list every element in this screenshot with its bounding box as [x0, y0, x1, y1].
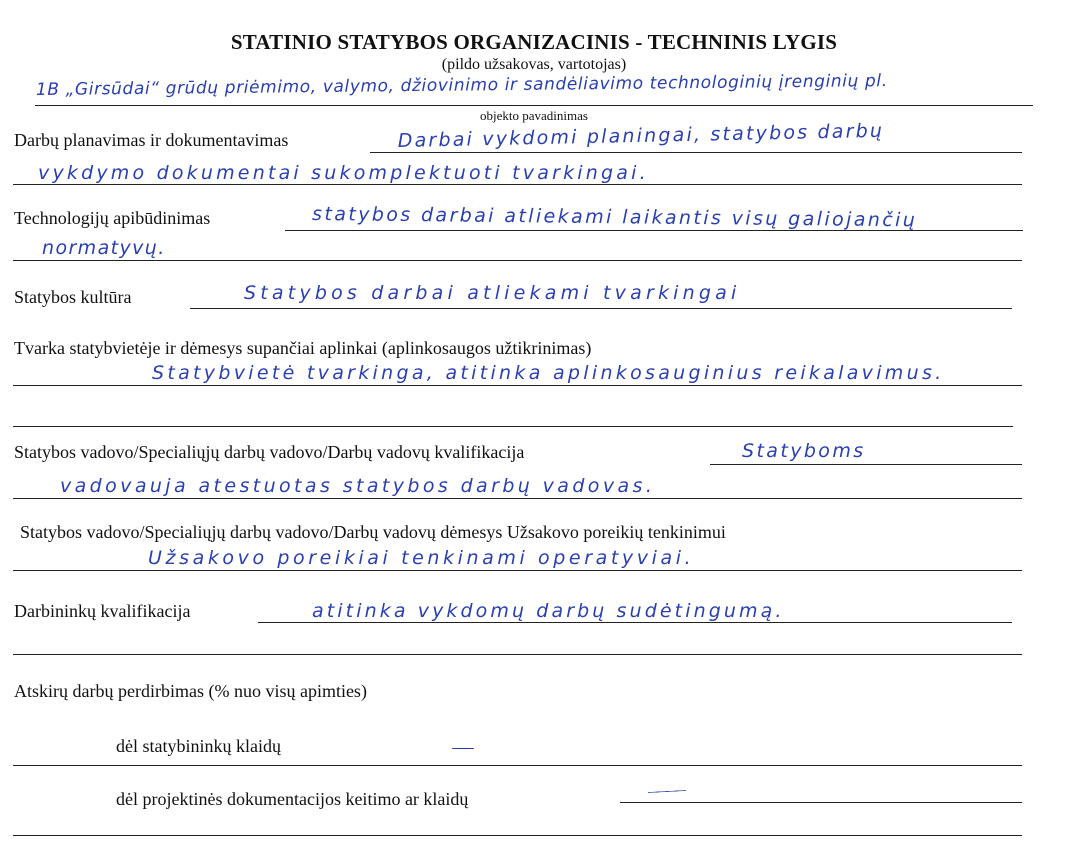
technology-label: Technologijų apibūdinimas: [14, 208, 211, 228]
manager-qualification-line-1: [710, 464, 1022, 465]
order-line-1: [13, 385, 1022, 386]
planning-value-2: vykdymo dokumentai sukomplektuoti tvarkingai.: [38, 162, 649, 184]
rework-docs-line-1: [620, 802, 1022, 803]
rework-label: Atskirų darbų perdirbimas (% nuo visų apimties): [14, 681, 367, 701]
manager-qualification-label: Statybos vadovo/Specialiųjų darbų vadovo/Darbų vadovų kvalifikacija: [14, 442, 525, 462]
manager-attention-value-1: Užsakovo poreikiai tenkinami operatyviai.: [148, 547, 695, 569]
object-name-caption: objekto pavadinimas: [480, 108, 588, 123]
technology-line-2: [13, 260, 1022, 261]
rework-docs-line-2: [13, 835, 1022, 836]
workers-line-2: [13, 654, 1022, 655]
form-title: STATINIO STATYBOS ORGANIZACINIS - TECHNINIS LYGIS: [230, 30, 838, 54]
culture-value-1: Statybos darbai atliekami tvarkingai: [244, 282, 741, 304]
manager-qualification-value-2: vadovauja atestuotas statybos darbų vadovas.: [60, 475, 656, 497]
culture-label: Statybos kultūra: [14, 287, 132, 307]
planning-line-1: [370, 152, 1022, 153]
order-line-2: [13, 426, 1013, 427]
manager-qualification-value-1: Statyboms: [742, 440, 866, 462]
planning-line-2: [13, 184, 1022, 185]
technology-value-2: normatyvų.: [42, 237, 166, 259]
rework-builders-dash: [452, 748, 474, 749]
rework-docs-label: dėl projektinės dokumentacijos keitimo ar klaidų: [116, 789, 469, 809]
culture-line-1: [190, 308, 1012, 309]
technology-value-1: statybos darbai atliekami laikantis visų galiojančių: [312, 203, 918, 232]
rework-builders-line: [13, 765, 1022, 766]
planning-value-1: Darbai vykdomi planingai, statybos darbų: [397, 119, 885, 152]
order-value-1: Statybvietė tvarkinga, atitinka aplinkosauginius reikalavimus.: [152, 362, 945, 384]
object-name-value: 1B „Girsūdai“ grūdų priėmimo, valymo, džiovinimo ir sandėliavimo technologinių įrenginių pl.: [35, 71, 888, 100]
order-label: Tvarka statybvietėje ir dėmesys supančiai aplinkai (aplinkosaugos užtikrinimas): [14, 338, 592, 358]
planning-label: Darbų planavimas ir dokumentavimas: [14, 130, 289, 150]
technology-line-1: [285, 230, 1023, 231]
workers-line-1: [258, 622, 1012, 623]
object-name-line: [35, 105, 1033, 106]
manager-attention-label: Statybos vadovo/Specialiųjų darbų vadovo/Darbų vadovų dėmesys Užsakovo poreikių tenkinimui: [20, 522, 726, 542]
manager-attention-line-1: [13, 570, 1022, 571]
manager-qualification-line-2: [13, 498, 1022, 499]
workers-value-1: atitinka vykdomų darbų sudėtingumą.: [312, 600, 785, 622]
rework-builders-label: dėl statybininkų klaidų: [116, 736, 281, 756]
rework-docs-dash: [648, 790, 686, 793]
form-subtitle: (pildo užsakovas, vartotojas): [441, 56, 627, 73]
workers-label: Darbininkų kvalifikacija: [14, 601, 191, 621]
